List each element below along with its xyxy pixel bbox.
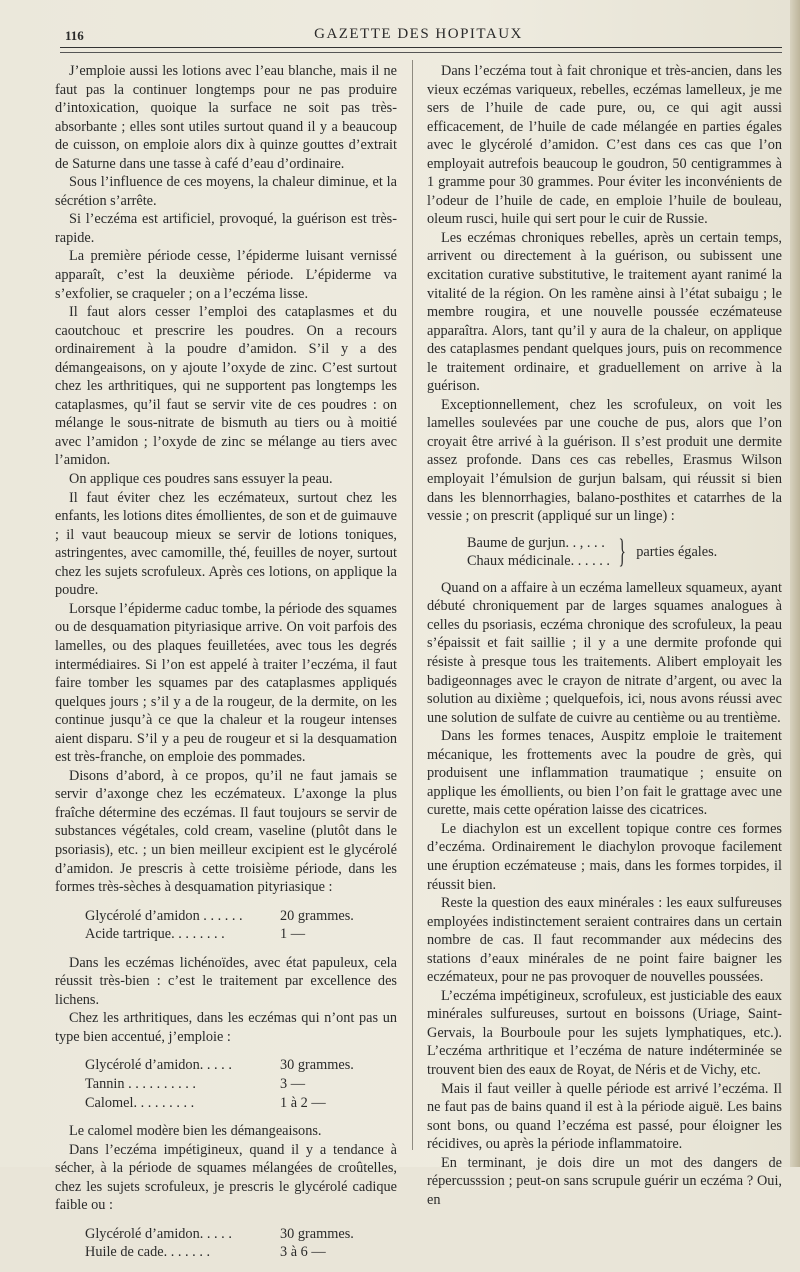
- formula-ingredient: Baume de gurjun. . , . . .: [467, 534, 605, 551]
- left-column: [55, 62, 397, 1272]
- formula-quantity: parties égales.: [636, 543, 718, 560]
- prescription-formula: [467, 534, 782, 571]
- paragraph: Les eczémas chroniques rebelles, après un certain temps, arrivent ou directement à la guérison, ou subissent une excitation curative substitutive, le traitement ayant ranimé la vitalité de la région. On les ramène ainsi à l’état subaigu ; le membre rougira, et une nouvelle poussée eczémateuse apparaîtra. Alors, tant qu’il y aura de la chaleur, on applique des cataplasmes pendant quelques jours, puis on recommence le traitement ordinaire, et graduellement on arrive à la guérison.: [427, 229, 782, 395]
- right-column: [427, 62, 782, 1209]
- formula-ingredient: Huile de cade. . . . . . .: [85, 1244, 211, 1261]
- formula-ingredient: Glycérolé d’amidon. . . . .: [85, 1057, 232, 1074]
- formula-ingredient: Tannin . . . . . . . . . .: [85, 1075, 196, 1092]
- page-edge-shadow: [790, 0, 800, 1167]
- column-divider: [412, 60, 413, 1150]
- paragraph: Le diachylon est un excellent topique contre ces formes d’eczéma. Ordinairement le diachylon provoque facilement une éruption eczémateuse ; mais, dans les formes torpides, il réussit bien.: [427, 820, 782, 893]
- paragraph: Dans l’eczéma tout à fait chronique et très-ancien, dans les vieux eczémas variqueux, rebelles, eczémas lamelleux, je me sers de l’huile de cade pure, ou, ce qui agit aussi efficacement, de l’huile de cade mélangée en parties égales avec le glycérolé d’amidon. C’est dans ces cas que l’on employait autrefois beaucoup le goudron, 50 centigrammes à 1 gramme pour 30 grammes. Pour éviter les inconvénients de l’odeur de l’huile de cade, en emploie l’huile de bouleau, oleum rusci, huile qui sert pour le cuir de Russie.: [427, 63, 782, 228]
- page-number: 116: [65, 28, 84, 43]
- formula-quantity: 30 grammes.: [280, 1057, 354, 1074]
- formula-quantity: 3 —: [280, 1075, 306, 1092]
- formula-ingredient: Calomel. . . . . . . . .: [85, 1094, 195, 1111]
- formula-row: [85, 1094, 397, 1113]
- paragraph: La première période cesse, l’épiderme luisant vernissé apparaît, c’est la deuxième période. L’épiderme va s’exfolier, se craqueler ; on a l’eczéma lisse.: [55, 248, 397, 302]
- formula-quantity: 1 à 2 —: [280, 1094, 326, 1111]
- formula-row: [85, 1056, 397, 1075]
- paragraph: Si l’eczéma est artificiel, provoqué, la guérison est très-rapide.: [55, 211, 397, 246]
- formula-ingredient: Chaux médicinale. . . . . .: [467, 553, 610, 570]
- formula-quantity: 3 à 6 —: [280, 1244, 326, 1261]
- paragraph: Il faut éviter chez les eczémateux, surtout chez les enfants, les lotions dites émollientes, de son et de guimauve ; il vaut beaucoup mieux se servir de lotions toniques, astringentes, avec camomille, thé, feuilles de noyer, surtout chez les sujets scrofuleux. Après ces lotions, on applique la poudre.: [55, 489, 397, 599]
- brace-symbol: }: [618, 533, 626, 571]
- formula-row: [85, 1225, 397, 1244]
- formula-ingredients: [467, 534, 610, 571]
- paragraph: Il faut alors cesser l’emploi des cataplasmes et du caoutchouc et prescrire les poudres. On a recours ordinairement à la poudre d’amidon. S’il y a des démangeaisons, on y ajoute l’oxyde de zinc. C’est surtout chez les arthritiques, qui ne supportent pas longtemps les cataplasmes, qu’il faut se servir vite de ces poudres : on mélange le sous-nitrate de bismuth au tiers ou à moitié avec l’amidon ; l’oxyde de zinc se mélange au tiers avec l’amidon.: [55, 304, 397, 469]
- formula-ingredient: Acide tartrique. . . . . . . .: [85, 926, 225, 943]
- header-rule-top: [60, 47, 782, 48]
- formula-ingredient: Glycérolé d’amidon . . . . . .: [85, 907, 243, 924]
- paragraph: Le calomel modère bien les démangeaisons.: [69, 1123, 322, 1140]
- paragraph: Dans les eczémas lichénoïdes, avec état papuleux, cela réussit très-bien : c’est le traitement par excellence des lichens.: [55, 954, 397, 1008]
- paragraph: J’emploie aussi les lotions avec l’eau blanche, mais il ne faut pas la continuer longtemps pour ne pas produire d’intoxication, quoique la surface ne soit pas très-absorbante ; elles sont utiles surtout quand il y a beaucoup de cuisson, on emploie alors dix à quinze gouttes d’extrait de Saturne dans une tasse à café d’eau d’ordinaire.: [55, 63, 397, 172]
- formula-ingredient: Glycérolé d’amidon. . . . .: [85, 1225, 232, 1242]
- prescription-formula: [85, 907, 397, 944]
- paragraph: Quand on a affaire à un eczéma lamelleux squameux, ayant débuté chroniquement par de larges squames analogues à celles du psoriasis, eczéma chronique des scrofuleux, la peau s’épaissit et fait saillie ; il y a une dermite profonde qui résiste à presque tous les traitements. Alibert employait les badigeonnages avec le crayon de nitrate d’argent, ou avec la solution au dixième ; quelquefois, ici, nous avons réussi avec une solution de sulfate de cuivre au centième ou au trentième.: [427, 579, 782, 726]
- formula-row: [85, 925, 397, 944]
- formula-row: [85, 1243, 397, 1262]
- paragraph: Lorsque l’épiderme caduc tombe, la période des squames ou de desquamation pityriasique arrive. On voit parfois des lamelles, ou des plaques feuilletées, avec tous les degrés intermédiaires. Si l’on est appelé à traiter l’eczéma, il faut faire tomber les squames par des cataplasmes appliqués quelques jours ; s’il y a de la rougeur, de la dermite, on les continue jusqu’à ce que la chaleur et la rougeur intenses aient disparu. S’il y a peu de rougeur et si la desquamation est très-franche, on emploie des pommades.: [55, 600, 397, 766]
- paragraph: Exceptionnellement, chez les scrofuleux, on voit les lamelles soulevées par une couche de pus, alors que l’on croyait être arrivé à la guérison. Il s’est produit une dermite assez profonde. Dans ces cas rebelles, Erasmus Wilson employait l’émulsion de gurjun balsam, qui réussit si bien dans les blennorrhagies, balano-posthites et catarrhes de la vessie ; on prescrit (appliqué sur un linge) :: [427, 396, 782, 525]
- header-rule-bottom: [60, 52, 782, 53]
- paragraph: Reste la question des eaux minérales : les eaux sulfureuses employées indistinctement seraient contraires dans un certain nombre de cas. Il faut recommander aux médecins des stations d’eaux minérales de ne point faire baigner les eczémateux, pour ne pas provoquer de nouvelles poussées.: [427, 895, 782, 986]
- formula-quantity: 30 grammes.: [280, 1225, 354, 1242]
- paragraph: Chez les arthritiques, dans les eczémas qui n’ont pas un type bien accentué, j’emploie :: [55, 1010, 397, 1045]
- formula-quantity: 1 —: [280, 926, 306, 943]
- paragraph: Sous l’influence de ces moyens, la chaleur diminue, et la sécrétion s’arrête.: [55, 174, 397, 209]
- prescription-formula: [85, 1225, 397, 1262]
- formula-row: [85, 907, 397, 926]
- prescription-formula: [85, 1056, 397, 1112]
- paragraph: Dans l’eczéma impétigineux, quand il y a tendance à sécher, à la période de squames mélangées de croûtelles, chez les sujets scrofuleux, je prescris le glycérolé cadique faible ou :: [55, 1141, 397, 1214]
- paragraph: Mais il faut veiller à quelle période est arrivé l’eczéma. Il ne faut pas de bains quand il est à la période aiguë. Les bains sont bons, ou quand l’eczéma est passé, pour éloigner les récidives, ou après la période inflammatoire.: [427, 1080, 782, 1153]
- formula-quantity: 20 grammes.: [280, 907, 354, 924]
- paragraph: En terminant, je dois dire un mot des dangers de répercusssion ; peut-on sans scrupule guérir un eczéma ? Oui, en: [427, 1154, 782, 1208]
- running-title: GAZETTE DES HOPITAUX: [314, 26, 523, 42]
- page-header: [55, 22, 782, 46]
- paragraph: On applique ces poudres sans essuyer la peau.: [69, 471, 333, 488]
- formula-row: [85, 1075, 397, 1094]
- paragraph: L’eczéma impétigineux, scrofuleux, est justiciable des eaux minérales sulfureuses, surtout en boissons (Uriage, Saint-Gervais, la Bourboule pour les sujets lymphatiques, etc.). L’eczéma arthritique et l’eczéma de nature indéterminée se trouvent bien des eaux de Royat, de Néris et de Vichy, etc.: [427, 987, 782, 1078]
- paragraph: Dans les formes tenaces, Auspitz emploie le traitement mécanique, les frottements avec la poudre de grès, qui produisent une inflammation traumatique ; ensuite on applique les émollients, ou bien l’on fait le grattage avec une curette, mais cette opération laisse des cicatrices.: [427, 728, 782, 819]
- paragraph: Disons d’abord, à ce propos, qu’il ne faut jamais se servir d’axonge chez les eczémateux. L’axonge la plus fraîche détermine des eczémas. Il faut toujours se servir de substances végétales, cold cream, vaseline (plutôt dans le psoriasis), etc. ; un bien meilleur excipient est le glycérolé d’amidon. Je prescris à cette troisième période, dans les formes très-sèches à desquamation pityriasique :: [55, 767, 397, 896]
